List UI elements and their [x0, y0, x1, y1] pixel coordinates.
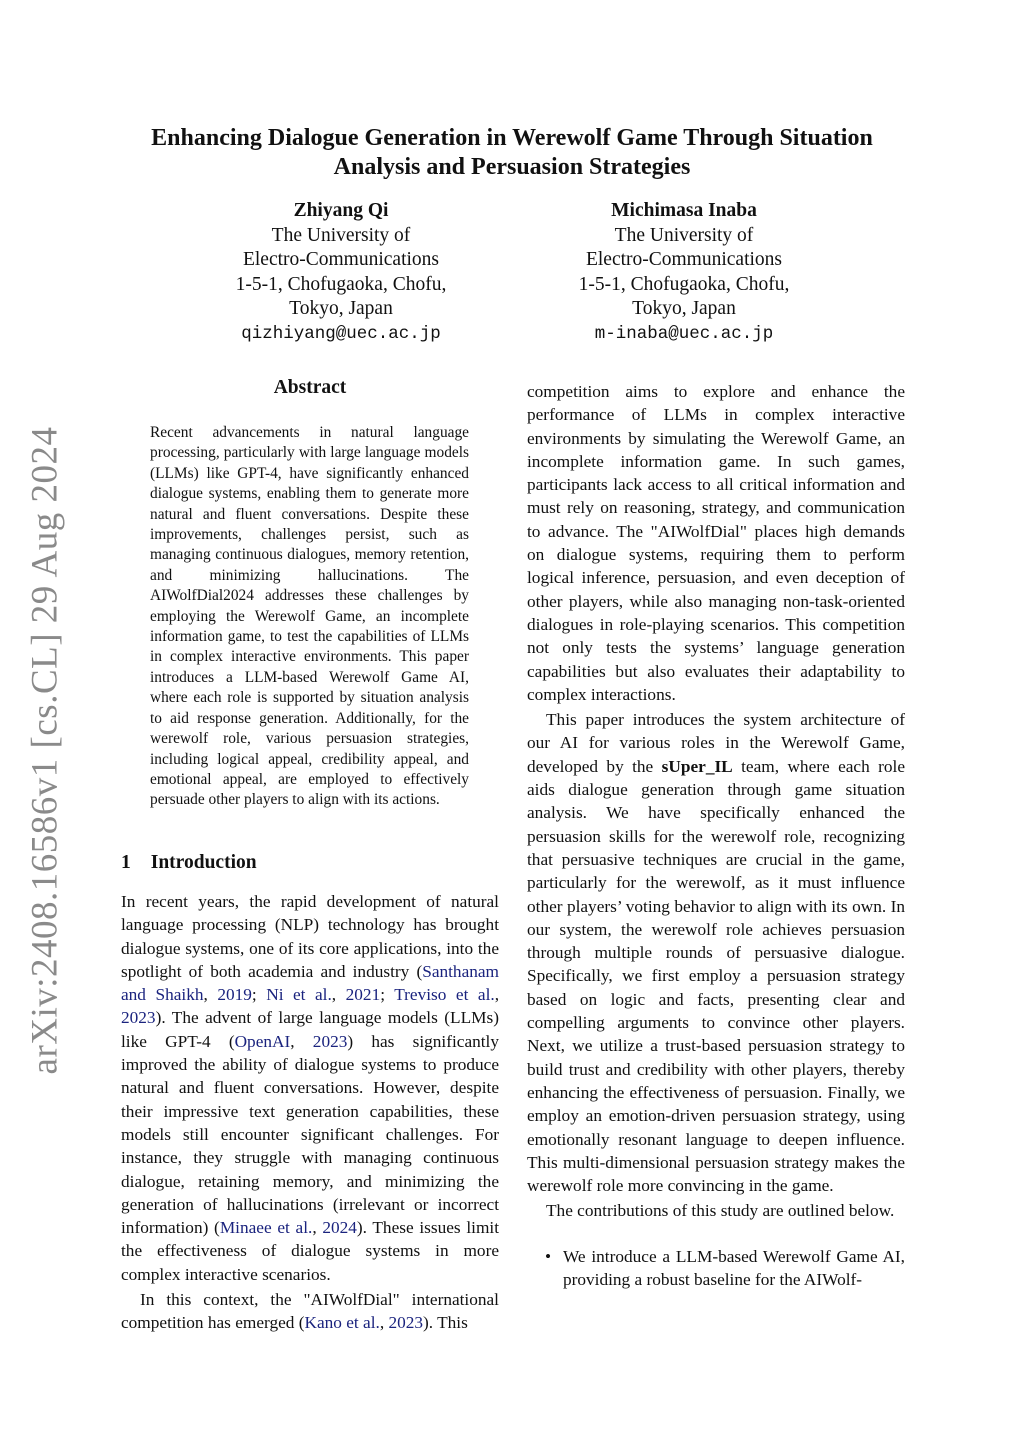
intro-paragraph-1 — [121, 890, 499, 1286]
section-title: Introduction — [150, 852, 257, 873]
paragraph-text: team, where each role aids dialogue generation through game situation analysis. We have specifically enhanced the persuasion skills for the werewolf role, recognizing that persuasive techniques are crucial in the game, particularly for the werewolf, as it must influence other players’ voting behavior to align with its own. In our system, the werewolf role achieves persuasion through multiple rounds of persuasive dialogue. Specifically, we first employ a persuasion strategy based on logic and facts, presenting clear and compelling arguments to convince other players. Next, we utilize a trust-based persuasion strategy to build trust and credibility with other players, thereby enhancing the effectiveness of persuasion. Finally, we employ an emotion-driven persuasion strategy, using emotionally resonant language to deepen influence. This multi-dimensional persuasion strategy makes the werewolf role more convincing in the game. — [527, 756, 906, 1196]
paragraph-text: ) has significantly improved the ability of dialogue systems to produce natural and fluent conversations. However, despite their impressive text generation capabilities, these models still encounter significant challenges. For instance, they struggle with managing continuous dialogue, retaining memory, and minimizing the generation of hallucinations (irrelevant or incorrect information) ( — [121, 1031, 499, 1238]
abstract-heading: Abstract — [273, 377, 347, 398]
section-number: 1 — [121, 852, 131, 873]
paragraph-text: In this context, the "AIWolfDial" international competition has emerged ( — [121, 1290, 499, 1333]
citation-link[interactable]: Kano et al. — [304, 1313, 380, 1333]
author-address-line: Tokyo, Japan — [632, 298, 736, 319]
author-affiliation-line: Electro-Communications — [242, 249, 440, 270]
author-affiliation-line: The University of — [614, 224, 754, 246]
author-block-2 — [534, 199, 834, 346]
paragraph-text: ; — [380, 985, 395, 1005]
author-address-line: Tokyo, Japan — [289, 298, 393, 319]
citation-year-link[interactable]: 2023 — [121, 1008, 156, 1028]
citation-year-link[interactable]: 2024 — [322, 1218, 357, 1238]
citation-link[interactable]: OpenAI — [234, 1031, 291, 1051]
section-heading-introduction — [121, 852, 257, 874]
team-name: sUper_IL — [661, 756, 733, 776]
citation-year-link[interactable]: 2019 — [217, 985, 252, 1005]
right-column — [527, 380, 905, 1291]
paragraph-text: , — [494, 985, 500, 1005]
author-email[interactable]: qizhiyang@uec.ac.jp — [241, 323, 441, 344]
author-name: Zhiyang Qi — [293, 200, 389, 221]
intro-paragraph-2-continued: competition aims to explore and enhance the performance of LLMs in complex interactive environments by simulating the Werewolf Game, an incomplete information game. In such games, participants lack access to all critical information and must rely on reasoning, strategy, and communication to advance. The "AIWolfDial" places high demands on dialogue systems, requiring them to perform logical inference, persuasion, and even deception of other players, while also managing non-task-oriented dialogues in role-playing scenarios. This competition not only tests the systems’ language generation capabilities but also evaluates their adaptability to complex interactions. — [527, 382, 905, 704]
bullet-icon: • — [544, 1246, 552, 1266]
citation-year-link[interactable]: 2023 — [312, 1031, 348, 1051]
citation-link[interactable]: Minaee et al. — [219, 1218, 313, 1238]
arxiv-identifier-stamp — [12, 426, 78, 1074]
citation-link[interactable]: Ni et al. — [266, 985, 332, 1005]
paragraph-text: , — [290, 1031, 313, 1051]
citation-link[interactable]: Santhanam and Shaikh — [121, 961, 499, 1005]
abstract-body: Recent advancements in natural language processing, particularly with large language models (LLMs) like GPT-4, have significantly enhanced dialogue systems, enabling them to generate more natural and fluent conversations. Despite these improvements, challenges persist, such as managing continuous dialogues, memory retention, and minimizing hallucinations. The AIWolfDial2024 addresses these challenges by employing the Werewolf Game, an incomplete information game, to test the capabilities of LLMs in complex interactive environments. This paper introduces a LLM-based Werewolf Game AI, where each role is supported by situation analysis to aid response generation. Additionally, for the werewolf role, various persuasion strategies, including logical appeal, credibility appeal, and emotional appeal, are employed to effectively persuade other players to align with its actions. — [150, 424, 469, 809]
paragraph-text: , — [331, 985, 346, 1005]
author-address-line: 1-5-1, Chofugaoka, Chofu, — [235, 273, 447, 295]
paragraph-text: ). These issues limit the effectiveness of dialogue systems in more complex interactive scenarios. — [121, 1218, 499, 1284]
author-affiliation-line: Electro-Communications — [585, 249, 783, 270]
left-column — [121, 890, 499, 1335]
intro-paragraph-4: The contributions of this study are outlined below. — [546, 1201, 895, 1221]
arxiv-identifier-text: arXiv:2408.16586v1 [cs.CL] 29 Aug 2024 — [24, 426, 66, 1074]
author-address-line: 1-5-1, Chofugaoka, Chofu, — [578, 273, 790, 295]
citation-year-link[interactable]: 2021 — [345, 985, 381, 1005]
citation-link[interactable]: Treviso et al. — [394, 985, 495, 1005]
paragraph-text: ). The advent of large language models (LLMs) like GPT-4 ( — [121, 1008, 499, 1051]
author-affiliation-line: The University of — [271, 224, 411, 246]
citation-year-link[interactable]: 2023 — [388, 1313, 424, 1333]
paragraph-text: , — [203, 985, 218, 1005]
intro-paragraph-3 — [527, 708, 905, 1197]
intro-paragraph-2 — [121, 1288, 499, 1335]
paper-title: Enhancing Dialogue Generation in Werewolf Game Through Situation Analysis and Persuasion Strategies — [151, 125, 873, 180]
paragraph-text: In recent years, the rapid development of natural language processing (NLP) technology has brought dialogue systems, one of its core applications, into the spotlight of both academia and industry ( — [121, 892, 499, 981]
author-name: Michimasa Inaba — [611, 200, 757, 221]
paragraph-text: This paper introduces the system architecture of our AI for various roles in the Werewolf Game, developed by the — [527, 710, 905, 776]
author-block-1 — [191, 199, 491, 346]
contribution-text: We introduce a LLM-based Werewolf Game AI, providing a robust baseline for the AIWolf- — [563, 1246, 905, 1289]
paragraph-text: , — [312, 1218, 323, 1238]
paragraph-text: ). This — [423, 1313, 468, 1333]
author-email[interactable]: m-inaba@uec.ac.jp — [594, 323, 774, 344]
paragraph-text: , — [379, 1313, 389, 1333]
contribution-list-item — [527, 1245, 905, 1292]
paragraph-text: ; — [251, 985, 267, 1005]
